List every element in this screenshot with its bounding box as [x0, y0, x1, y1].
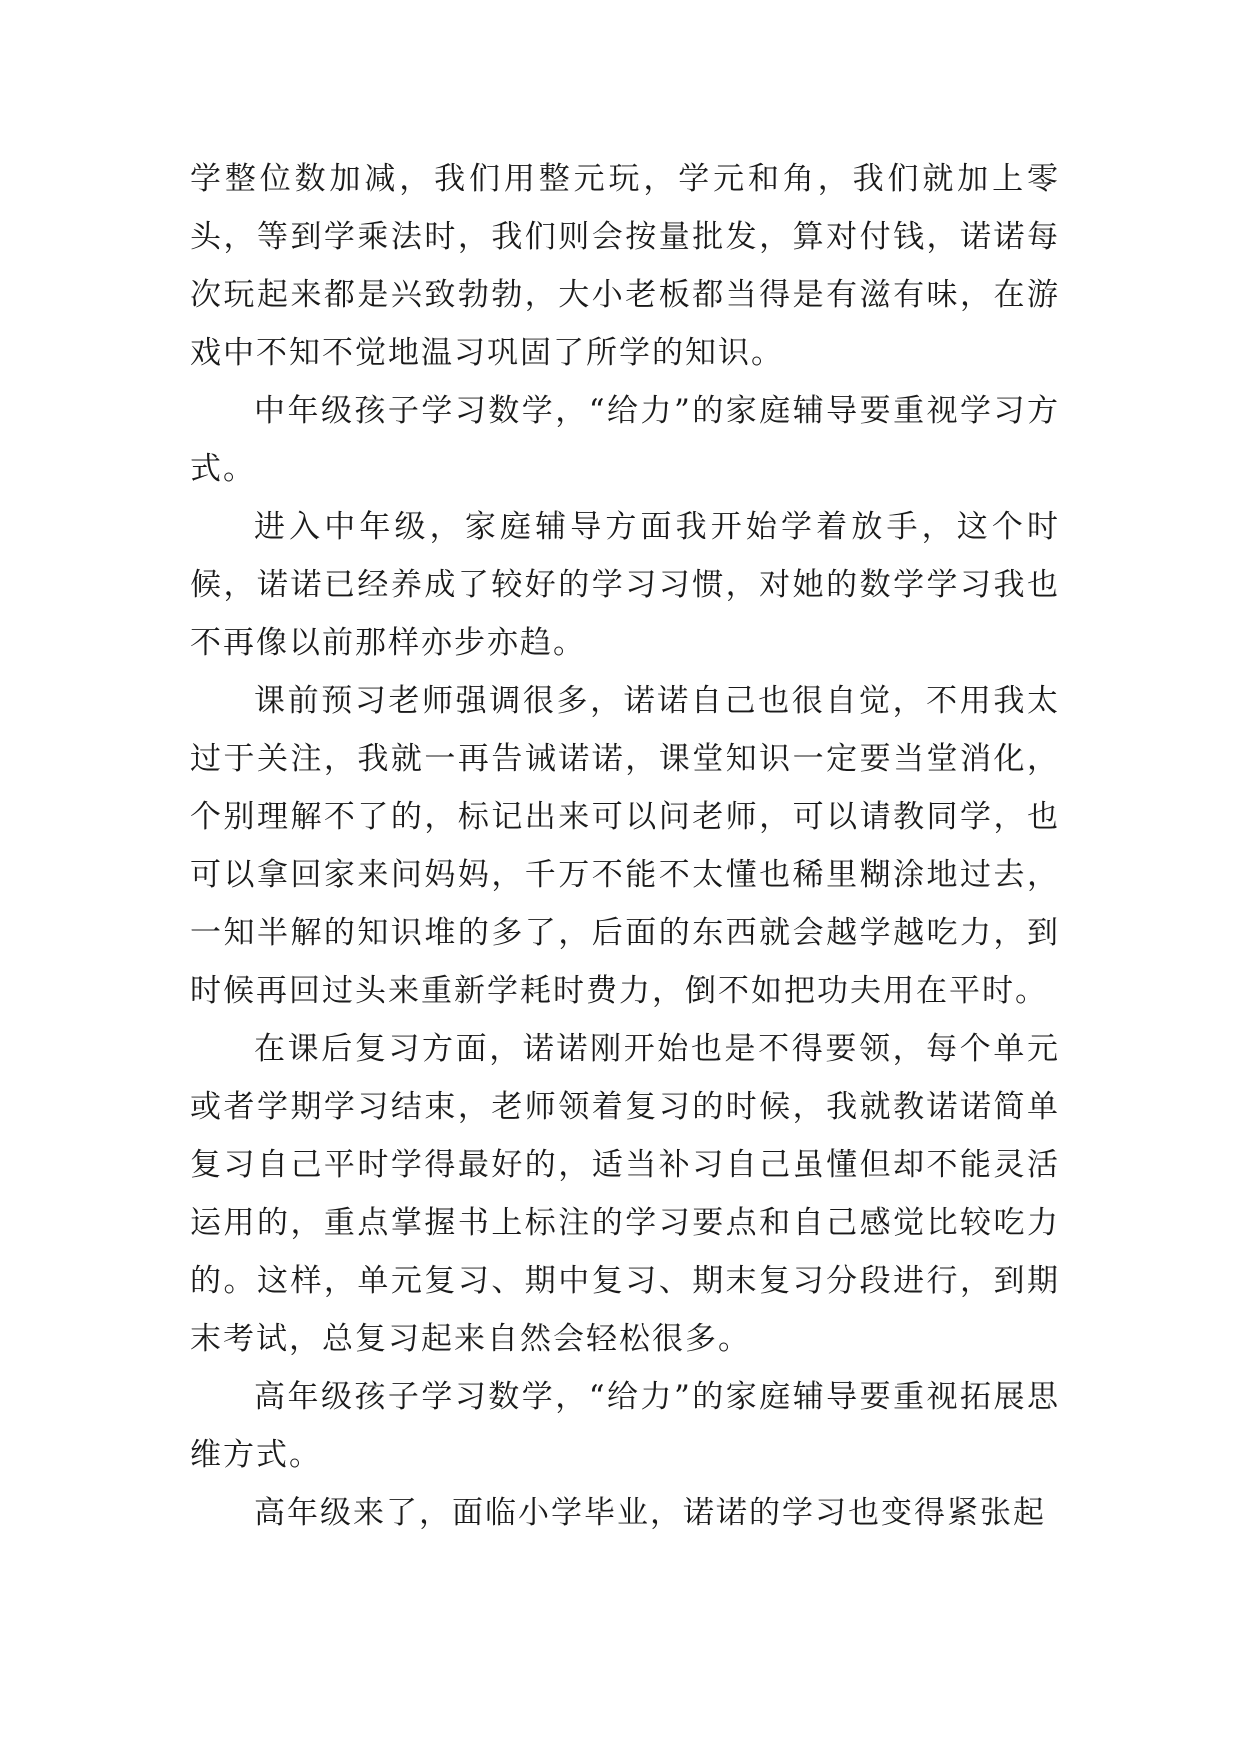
document-body: [190, 150, 1060, 1542]
paragraph-5: 在课后复习方面，诺诺刚开始也是不得要领，每个单元或者学期学习结束，老师领着复习的时候，我就教诺诺简单复习自己平时学得最好的，适当补习自己虽懂但却不能灵活运用的，重点掌握书上标注的学习要点和自己感觉比较吃力的。这样，单元复习、期中复习、期末复习分段进行，到期末考试，总复习起来自然会轻松很多。: [190, 1031, 1060, 1357]
paragraph-1: 学整位数加减，我们用整元玩，学元和角，我们就加上零头，等到学乘法时，我们则会按量批发，算对付钱，诺诺每次玩起来都是兴致勃勃，大小老板都当得是有滋有味，在游戏中不知不觉地温习巩固了所学的知识。: [190, 161, 1060, 371]
paragraph-3: 进入中年级，家庭辅导方面我开始学着放手，这个时候，诺诺已经养成了较好的学习习惯，对她的数学学习我也不再像以前那样亦步亦趋。: [190, 509, 1060, 661]
paragraph-7: 高年级来了，面临小学毕业，诺诺的学习也变得紧张起: [254, 1495, 1046, 1531]
paragraph-4: 课前预习老师强调很多，诺诺自己也很自觉，不用我太过于关注，我就一再告诫诺诺，课堂知识一定要当堂消化，个别理解不了的，标记出来可以问老师，可以请教同学，也可以拿回家来问妈妈，千万不能不太懂也稀里糊涂地过去，一知半解的知识堆的多了，后面的东西就会越学越吃力，到时候再回过头来重新学耗时费力，倒不如把功夫用在平时。: [190, 683, 1060, 1009]
paragraph-2: 中年级孩子学习数学，“给力”的家庭辅导要重视学习方式。: [190, 393, 1060, 487]
paragraph-6: 高年级孩子学习数学，“给力”的家庭辅导要重视拓展思维方式。: [190, 1379, 1060, 1473]
